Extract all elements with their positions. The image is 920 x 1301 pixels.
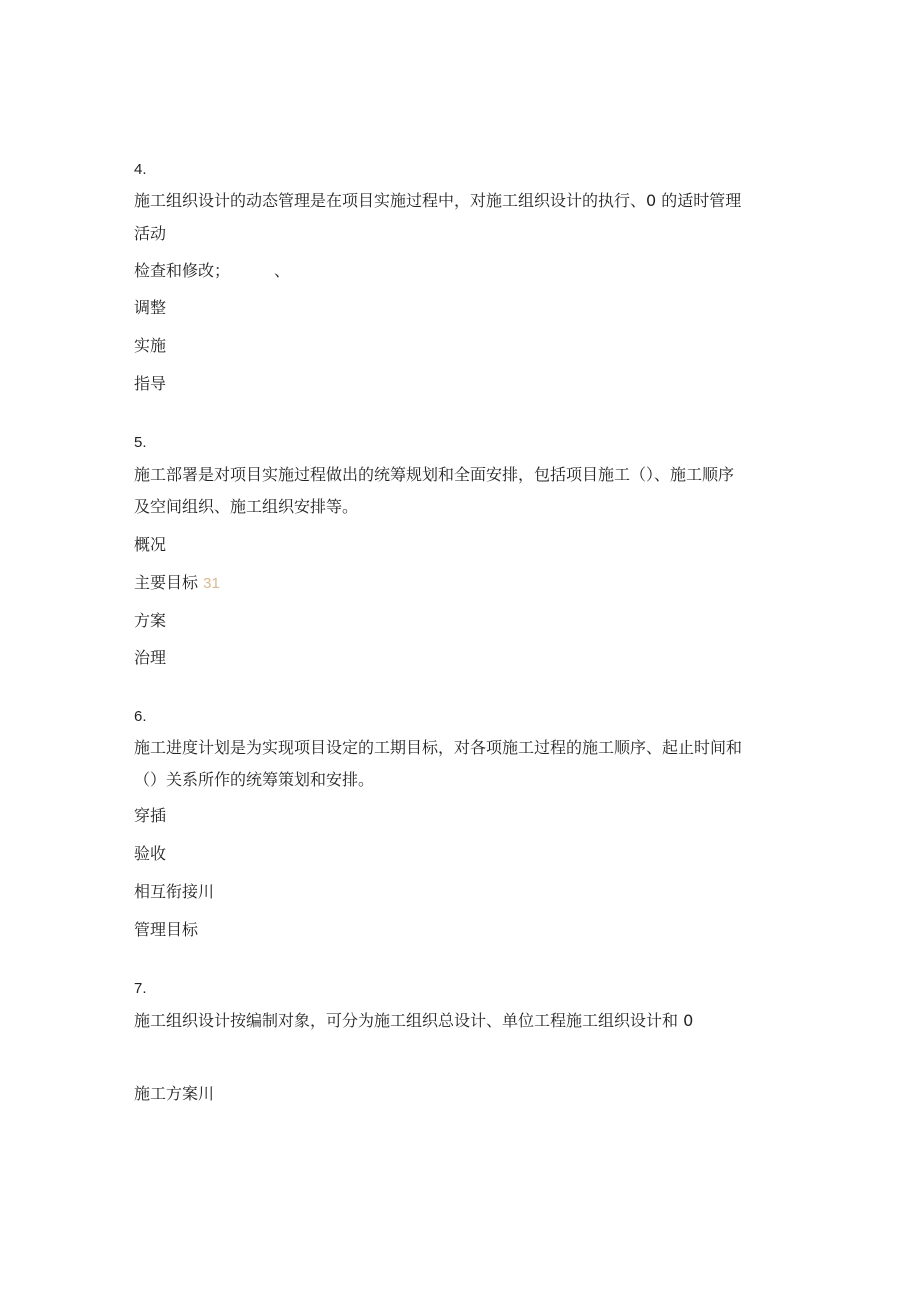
answer-option: 施工方案川 <box>134 1084 215 1103</box>
question-stem: 施工部署是对项目实施过程做出的统筹规划和全面安排，包括项目施工（）、施工顺序 <box>134 465 735 484</box>
question-stem: 施工组织设计的动态管理是在项目实施过程中，对施工组织设计的执行、0 的适时管理 <box>134 191 742 210</box>
answer-option: 调整 <box>134 298 167 317</box>
question-stem: 及空间组织、施工组织安排等。 <box>134 497 359 516</box>
answer-option: 治理 <box>134 648 167 667</box>
answer-option: 穿插 <box>134 806 167 825</box>
question-stem: 施工进度计划是为实现项目设定的工期目标，对各项施工过程的施工顺序、起止时间和 <box>134 738 743 757</box>
answer-option: 相互衔接川 <box>134 882 215 901</box>
option-trailing-mark: 、 <box>274 261 291 280</box>
answer-option-text: 主要目标 <box>134 573 199 592</box>
answer-option: 概况 <box>134 535 167 554</box>
answer-option: 管理目标 <box>134 920 199 939</box>
answer-option: 验收 <box>134 844 167 863</box>
answer-option-text: 检查和修改； <box>134 261 231 280</box>
question-number: 7. <box>134 980 147 997</box>
answer-option: 方案 <box>134 611 167 630</box>
question-number: 4. <box>134 161 147 178</box>
answer-option <box>134 261 290 281</box>
question-number: 5. <box>134 434 147 451</box>
answer-option <box>134 573 220 594</box>
question-stem: 活动 <box>134 224 167 243</box>
answer-option: 实施 <box>134 336 167 355</box>
question-stem: （）关系所作的统筹策划和安排。 <box>134 770 375 789</box>
option-page-marker: 31 <box>203 575 220 592</box>
question-stem: 施工组织设计按编制对象，可分为施工组织总设计、单位工程施工组织设计和 0 <box>134 1011 694 1030</box>
question-number: 6. <box>134 708 147 725</box>
answer-option: 指导 <box>134 374 167 393</box>
